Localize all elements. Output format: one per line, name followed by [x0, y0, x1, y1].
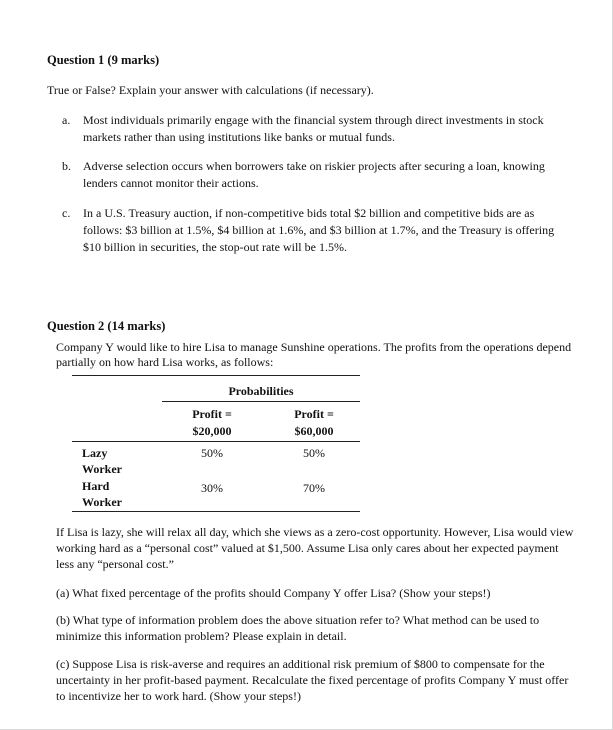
- question-2-title: Question 2 (14 marks): [47, 319, 166, 333]
- item-label: c.: [62, 206, 71, 220]
- item-label: a.: [62, 113, 71, 127]
- table-columns-rule: [72, 441, 360, 442]
- question-2-part-a: (a) What fixed percentage of the profits should Company Y offer Lisa? (Show your steps!): [56, 586, 491, 600]
- question-1-item-a: [62, 112, 572, 146]
- question-1-title: Question 1 (9 marks): [47, 53, 160, 67]
- item-label: b.: [62, 159, 71, 173]
- table-bottom-rule: [72, 511, 360, 512]
- col2-header-line2: $60,000: [294, 424, 334, 438]
- question-2-scenario: If Lisa is lazy, she will relax all day, which she views as a zero-cost opportunity. However, Lisa would view working hard as a “personal cost” valued at $1,500. Assume Lisa only cares about her expected payment less any “personal cost.”: [56, 525, 574, 571]
- row-label-lazy-line2: Worker: [82, 462, 122, 476]
- question-1-item-b: [62, 158, 572, 192]
- row-label-lazy-line1: Lazy: [82, 446, 108, 460]
- col2-header-line1: Profit =: [294, 407, 334, 421]
- cell-hard-p2: 70%: [303, 481, 325, 495]
- cell-hard-p1: 30%: [201, 481, 223, 495]
- table-top-rule: [72, 375, 360, 376]
- question-1-item-c: [62, 205, 572, 256]
- cell-lazy-p2: 50%: [303, 446, 325, 460]
- question-2-intro: Company Y would like to hire Lisa to manage Sunshine operations. The profits from the operations depend partially on how hard Lisa works, as follows:: [56, 340, 572, 369]
- table-header-probabilities: Probabilities: [228, 384, 294, 398]
- question-2-part-b: (b) What type of information problem does the above situation refer to? What method can be used to minimize this information problem? Please explain in detail.: [56, 613, 540, 643]
- cell-lazy-p1: 50%: [201, 446, 223, 460]
- col1-header-line2: $20,000: [192, 424, 232, 438]
- row-label-hard-line1: Hard: [82, 479, 110, 493]
- col1-header-line1: Profit =: [192, 407, 232, 421]
- table-header-rule: [162, 401, 360, 402]
- question-1-instruction: True or False? Explain your answer with calculations (if necessary).: [47, 83, 374, 97]
- item-text: Adverse selection occurs when borrowers take on riskier projects after securing a loan, knowing lenders cannot monitor their actions.: [83, 159, 545, 190]
- item-text: In a U.S. Treasury auction, if non-competitive bids total $2 billion and competitive bids are as follows: $3 billion at 1.5%, $4 billion at 1.6%, and $3 billion at 1.7%, and the Treasury is offering $10 billion in securities, the stop-out rate will be 1.5%.: [83, 206, 555, 254]
- question-2-part-c: (c) Suppose Lisa is risk-averse and requires an additional risk premium of $800 to compensate for the uncertainty in her profit-based payment. Recalculate the fixed percentage of profits Company Y must offer to incentivize her to work hard. (Show your steps!): [56, 657, 569, 703]
- item-text: Most individuals primarily engage with the financial system through direct investments in stock markets rather than using institutions like banks or mutual funds.: [83, 113, 544, 144]
- row-label-hard-line2: Worker: [82, 495, 122, 509]
